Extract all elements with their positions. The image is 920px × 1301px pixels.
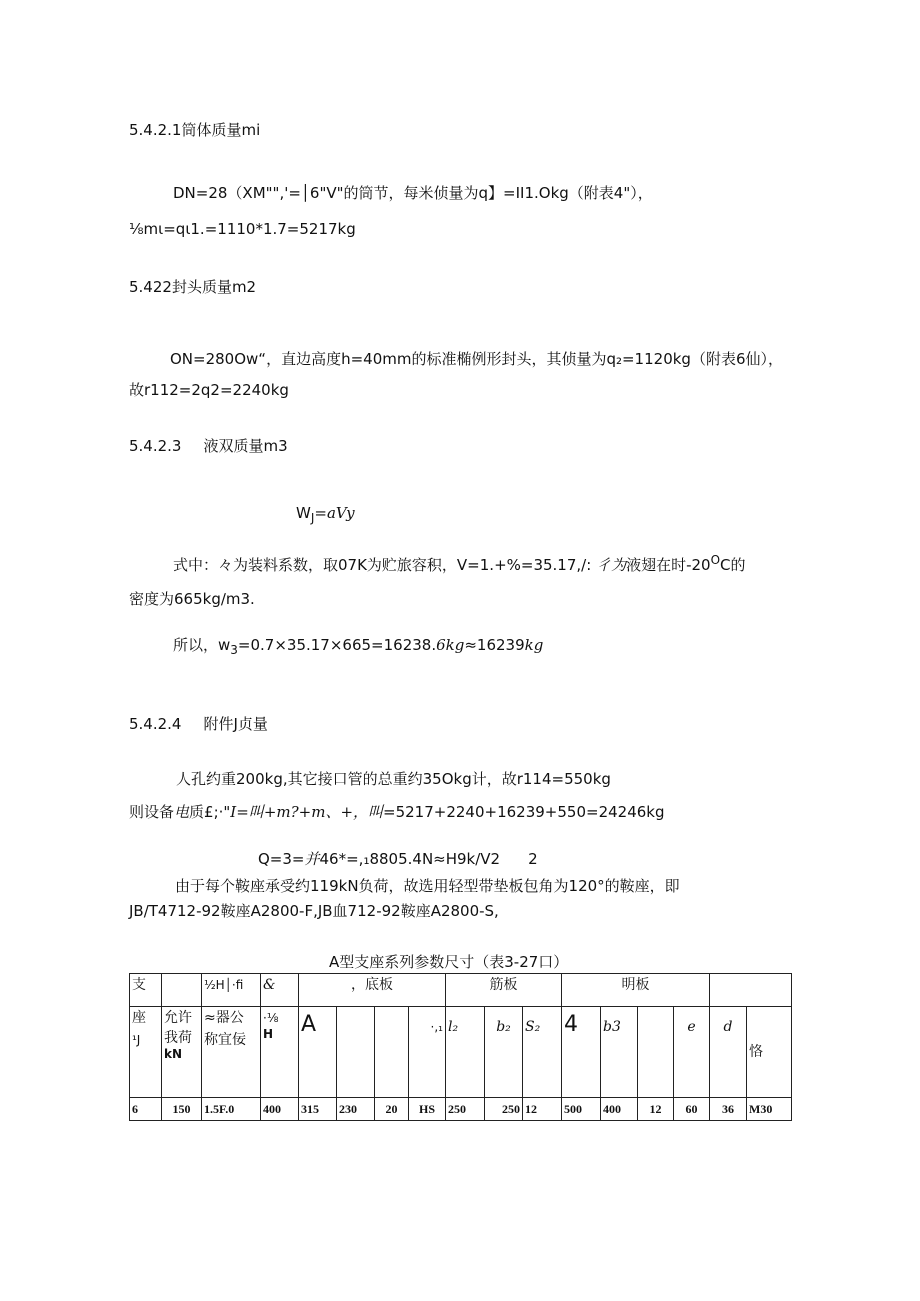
cell: 500	[562, 1098, 601, 1121]
cell: 250	[485, 1098, 523, 1121]
cell: 250	[446, 1098, 485, 1121]
s2-line2: 故r112=2q2=2240kg	[129, 381, 289, 399]
support-params-table	[129, 973, 792, 1121]
cell: 12	[638, 1098, 674, 1121]
s4-line4: 由于每个鞍座承受约119kN负荷，故选用轻型带垫板包角为120°的鞍座，即	[175, 877, 680, 895]
s3-line1-d: O	[710, 553, 721, 567]
s4-line2-b: 电	[174, 803, 190, 821]
s1-line1: DN=28（XM"",'=│6"V"的筒节，每米侦量为q】=II1.Okg（附表4"），	[173, 184, 653, 202]
s4-line3	[258, 849, 538, 869]
th-blank	[162, 974, 202, 1007]
th-d: d	[710, 1007, 747, 1098]
heading-5422: 5.422封头质量m2	[129, 278, 257, 296]
s4-line2-c: 质£;·"	[189, 803, 231, 821]
s3-line1-b: 彳为	[596, 556, 627, 574]
th-diameter: ≈器公 称宜佞	[202, 1007, 261, 1098]
th-s1: ·,₁	[409, 1007, 446, 1098]
th-c4: &	[261, 974, 299, 1007]
formula-w: W	[296, 504, 311, 522]
heading-5423	[129, 436, 288, 456]
s4-line1: 人孔约重200kg,其它接口管的总重约35Okg计，故r114=550kg	[176, 770, 611, 788]
th-empty-1	[337, 1007, 375, 1098]
cell: M30	[747, 1098, 792, 1121]
th-group-mingban: 明板	[562, 974, 710, 1007]
th-c3: ⅟₂H│·fi	[202, 974, 261, 1007]
heading-5423-text: 液双质量m3	[203, 437, 288, 455]
s3-line1	[173, 550, 746, 575]
th-ge: 恪	[747, 1007, 792, 1098]
s3-line3	[173, 635, 543, 660]
th-zuo: 座 ¹J	[130, 1007, 162, 1098]
formula-w-sub: J	[310, 511, 315, 525]
s4-line2-e: 叫	[248, 803, 264, 821]
s4-line2-h: =5217+2240+16239+550=24246kg	[383, 803, 665, 821]
th-blank-right	[710, 974, 792, 1007]
s3-line1-a: 式中：々为装料系数，取07K为贮旅容积，V=1.+%=35.17,/:	[173, 556, 592, 574]
cell: 150	[162, 1098, 202, 1121]
cell: 6	[130, 1098, 162, 1121]
s3-line3-c: 6kg	[436, 636, 465, 654]
th-a: A	[299, 1007, 337, 1098]
cell: 12	[523, 1098, 562, 1121]
table-caption: A型支座系列参数尺寸（表3-27口）	[329, 953, 569, 971]
th-l2: l₂	[446, 1007, 485, 1098]
th-b2: b₂	[485, 1007, 523, 1098]
th-load: 允许 我荷 kN	[162, 1007, 202, 1098]
cell: 400	[601, 1098, 638, 1121]
s4-line2-g: 叫	[368, 803, 384, 821]
s3-line1-e: C的	[720, 556, 746, 574]
s4-line3-b: 并	[304, 850, 320, 868]
s1-line2: ⅛mι=qι1.=1110*1.7=5217kg	[129, 220, 356, 238]
cell: 60	[674, 1098, 710, 1121]
cell: 20	[375, 1098, 409, 1121]
table-header-row-2	[130, 1007, 792, 1098]
formula-rest: =aVy	[314, 504, 355, 522]
table-row	[130, 1098, 792, 1121]
formula-w3	[296, 503, 355, 528]
cell: HS	[409, 1098, 446, 1121]
s3-line3-b: =0.7×35.17×665=16238.	[237, 636, 437, 654]
cell: 400	[261, 1098, 299, 1121]
cell: 230	[337, 1098, 375, 1121]
s4-line2-a: 则设备	[129, 803, 175, 821]
s3-line1-c: 液翅在时-20	[626, 556, 711, 574]
s4-line2-d: I=	[230, 803, 249, 821]
th-empty-3	[638, 1007, 674, 1098]
s4-line3-d: 2	[528, 850, 538, 868]
cell: 1.5F.0	[202, 1098, 261, 1121]
th-four: 4	[562, 1007, 601, 1098]
s4-line2	[129, 802, 665, 822]
s2-line1: ON=280Ow“，直边高度h=40mm的标准椭例形封头，其侦量为q₂=1120kg（附表6仙），	[170, 350, 783, 368]
cell: 36	[710, 1098, 747, 1121]
th-zhi: 支	[130, 974, 162, 1007]
th-s2: S₂	[523, 1007, 562, 1098]
heading-5423-num: 5.4.2.3	[129, 437, 182, 455]
th-b3: b3	[601, 1007, 638, 1098]
s4-line2-f: +m?+m、+，	[263, 803, 369, 821]
table-header-row-1	[130, 974, 792, 1007]
s4-line5: JB/T4712-92鞍座A2800-F,JB血712-92鞍座A2800-S,	[129, 902, 499, 920]
th-height: ·⅛ H	[261, 1007, 299, 1098]
s3-line2: 密度为665kg∕m3.	[129, 590, 255, 608]
cell: 315	[299, 1098, 337, 1121]
s4-line3-a: Q=3=	[258, 850, 305, 868]
heading-5424-num: 5.4.2.4	[129, 715, 182, 733]
s4-line3-c: 46*=,₁8805.4N≈H9k∕V2	[319, 850, 501, 868]
heading-5424-text: 附件J贞量	[203, 715, 268, 733]
th-group-dibian: ，底板	[299, 974, 446, 1007]
th-e: e	[674, 1007, 710, 1098]
s3-line3-d: ≈16239	[464, 636, 525, 654]
heading-5421: 5.4.2.1筒体质量mi	[129, 121, 261, 139]
th-group-jinban: 筋板	[446, 974, 562, 1007]
s3-line3-e: kg	[524, 636, 544, 654]
s3-line3-a: 所以，w	[173, 636, 231, 654]
th-empty-2	[375, 1007, 409, 1098]
heading-5424	[129, 714, 268, 734]
s3-line3-sub: 3	[230, 643, 238, 657]
